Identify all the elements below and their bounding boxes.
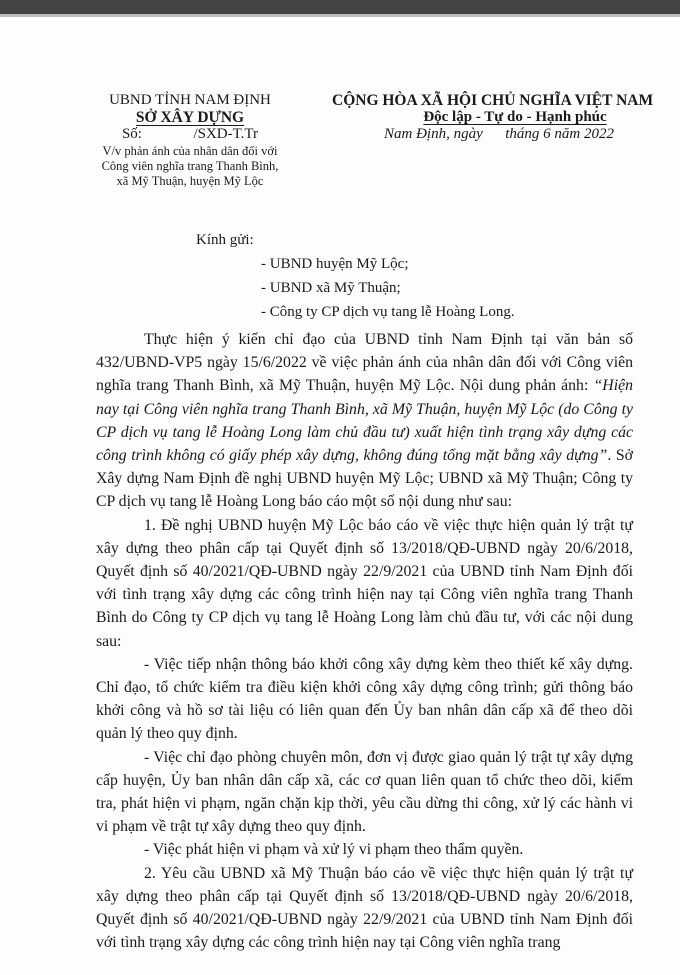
motto-text: Độc lập - Tự do - Hạnh phúc bbox=[423, 109, 607, 125]
issuing-org-name: SỞ XÂY DỰNG bbox=[135, 109, 245, 126]
paragraph-subitem: - Việc tiếp nhận thông báo khởi công xây dựng kèm theo thiết kế xây dựng. Chỉ đạo, tổ chức kiểm tra điều kiện khởi công xây dựng công trình; gửi thông báo khởi công và hồ sơ tài liệu có liên quan đến Ủy ban nhân dân cấp xã để theo dõi quản lý theo quy định. bbox=[96, 655, 633, 743]
subject-line: V/v phản ánh của nhân dân đối với bbox=[102, 144, 278, 158]
doc-number-label: Số: bbox=[121, 126, 142, 142]
subject bbox=[95, 144, 285, 189]
paragraph-subitem: - Việc phát hiện vi phạm và xử lý vi phạm theo thẩm quyền. bbox=[144, 841, 524, 859]
issuing-org bbox=[95, 109, 285, 126]
complaint-quote: “Hiện nay tại Công viên nghĩa trang Thanh Bình, xã Mỹ Thuận, huyện Mỹ Lộc (do Công ty CP dịch vụ tang lễ Hoàng Long làm chủ đầu tư) xuất hiện tình trạng xây dựng các công trình không có giấy phép xây dựng, không đúng tổng mặt bằng xây dựng” bbox=[96, 377, 633, 465]
recipients-block bbox=[196, 228, 515, 324]
document-body bbox=[96, 328, 633, 954]
parent-org: UBND TỈNH NAM ĐỊNH bbox=[109, 92, 271, 108]
doc-number bbox=[95, 126, 285, 143]
intro-text: Thực hiện ý kiến chỉ đạo của UBND tỉnh Nam Định tại văn bản số 432/UBND-VP5 ngày 15/6/2022 về việc phản ánh của nhân dân đối với Công viên nghĩa trang Thanh Bình, xã Mỹ Thuận, huyện Mỹ Lộc. Nội dung phản ánh: bbox=[96, 331, 633, 395]
nation-title: CỘNG HÒA XÃ HỘI CHỦ NGHĨA VIỆT NAM bbox=[332, 92, 654, 109]
subject-line: Công viên nghĩa trang Thanh Bình, bbox=[101, 159, 279, 173]
national-header bbox=[332, 92, 652, 143]
paragraph-item-1: 1. Đề nghị UBND huyện Mỹ Lộc báo cáo về việc thực hiện quản lý trật tự xây dựng theo phân cấp tại Quyết định số 13/2018/QĐ-UBND ngày 20/6/2018, Quyết định số 40/2021/QĐ-UBND ngày 22/9/2021 của UBND tỉnh Nam Định đối với tình trạng xây dựng các công trình hiện nay tại Công viên nghĩa trang Thanh Bình do Công ty CP dịch vụ tang lễ Hoàng Long làm chủ đầu tư, với các nội dung sau: bbox=[96, 516, 633, 650]
recipient-item: - UBND huyện Mỹ Lộc; bbox=[261, 256, 409, 272]
recipient-item: - Công ty CP dịch vụ tang lễ Hoàng Long. bbox=[261, 304, 515, 320]
paragraph-item-2: 2. Yêu cầu UBND xã Mỹ Thuận báo cáo về việc thực hiện quản lý trật tự xây dựng theo phân cấp tại Quyết định số 13/2018/QĐ-UBND ngày 20/6/2018, Quyết định số 40/2021/QĐ-UBND ngày 22/9/2021 của UBND tỉnh Nam Định đối với tình trạng xây dựng các công trình hiện nay tại Công viên nghĩa trang bbox=[96, 864, 633, 952]
paragraph-subitem: - Việc chỉ đạo phòng chuyên môn, đơn vị được giao quản lý trật tự xây dựng cấp huyện, Ủy ban nhân dân cấp xã, các cơ quan liên quan tổ chức theo dõi, kiểm tra, phát hiện vi phạm, ngăn chặn kịp thời, yêu cầu dừng thi công, xử lý các hành vi vi phạm về trật tự xây dựng theo quy định. bbox=[96, 748, 633, 836]
place-date: Nam Định, ngày tháng 6 năm 2022 bbox=[384, 126, 614, 142]
subject-line: xã Mỹ Thuận, huyện Mỹ Lộc bbox=[116, 174, 264, 188]
doc-number-code: /SXD-T.Tr bbox=[193, 126, 259, 142]
recipient-item: - UBND xã Mỹ Thuận; bbox=[261, 280, 401, 296]
issuer-block bbox=[95, 92, 285, 189]
recipients-label: Kính gửi: bbox=[196, 232, 254, 248]
intro-rest: . Sở Xây dựng Nam Định đề nghị UBND huyện Mỹ Lộc; UBND xã Mỹ Thuận; Công ty CP dịch vụ tang lễ Hoàng Long báo cáo một số nội dung như sau: bbox=[96, 447, 633, 511]
recipients-list bbox=[196, 252, 515, 324]
paragraph-intro bbox=[96, 328, 633, 514]
motto bbox=[332, 109, 652, 126]
